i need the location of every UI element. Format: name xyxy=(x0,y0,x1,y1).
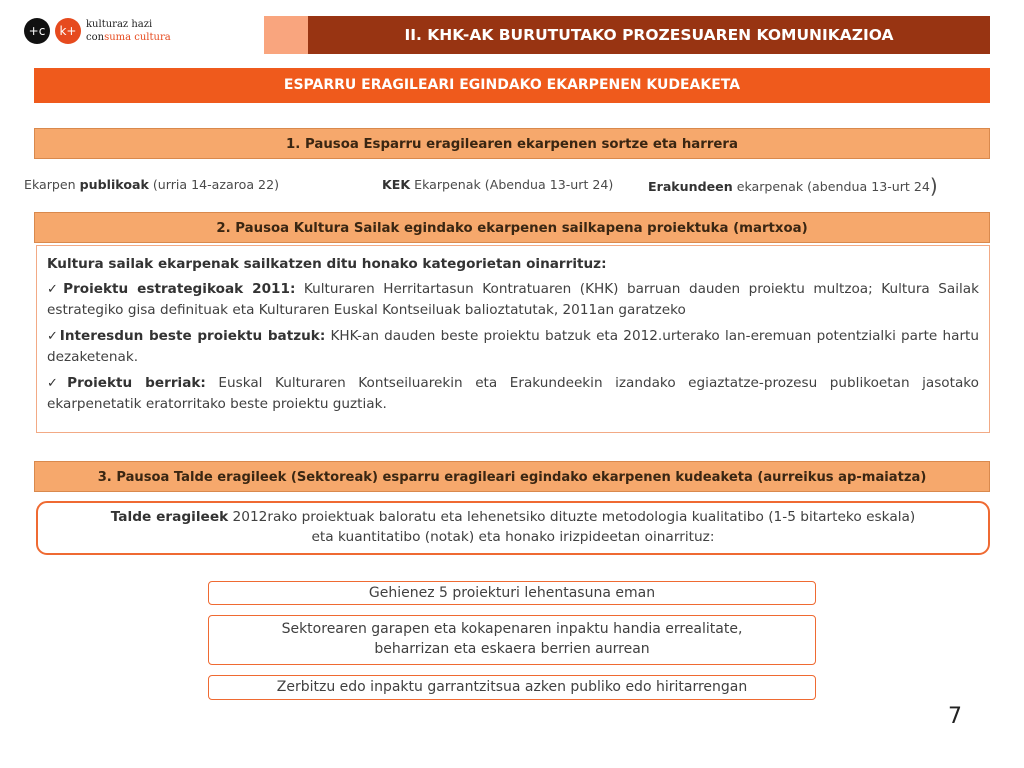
criterion-line: Zerbitzu edo inpaktu garrantzitsua azken publiko edo hiritarrengan xyxy=(276,679,748,695)
category-label: Interesdun beste proiektu batzuk: xyxy=(59,327,326,344)
category-item xyxy=(47,326,979,368)
step-3-desc-text: 2012rako proiektuak baloratu eta lehenetsiko dituzte metodologia kualitatibo (1-5 bitarteko eskala) xyxy=(228,509,916,525)
category-text: Euskal Kulturaren Kontseiluarekin eta Erakundeekin izandako egiaztatze-prozesu publikoetan jasotako ekarpenetatik eratorritako beste proiektu guztiak. xyxy=(47,374,979,412)
tag-bold: publikoak xyxy=(79,177,149,192)
logo-line-2b: suma cultura xyxy=(104,32,171,43)
section-title: ESPARRU ERAGILEARI EGINDAKO EKARPENEN KUDEAKETA xyxy=(34,68,990,103)
tag-post: ekarpenak (abendua 13-urt 24 xyxy=(732,179,930,194)
logo-line-1: kulturaz hazi xyxy=(86,19,153,30)
criterion-line: beharrizan eta eskaera berrien aurrean xyxy=(374,641,650,657)
category-item xyxy=(47,373,979,415)
step-3-desc-line-2: eta kuantitatibo (notak) eta honako irizpideetan oinarrituz: xyxy=(311,529,715,545)
category-text: Kulturaren Herritartasun Kontratuaren (KHK) barruan dauden proiektu multzoa; Kultura Sailak estrategiko gisa definituak eta Kulturaren Euskal Kontseiluak balioztatutak, 2011an garatzeko xyxy=(47,280,979,318)
header-bar xyxy=(264,16,990,54)
step-2-content xyxy=(36,245,990,433)
category-label: Proiektu estrategikoak 2011: xyxy=(63,280,296,297)
criterion-line: Sektorearen garapen eta kokapenaren inpaktu handia errealitate, xyxy=(281,621,743,637)
criterion-item xyxy=(208,675,816,700)
step-3-title: 3. Pausoa Talde eragileek (Sektoreak) esparru eragileari egindako ekarpenen kudeaketa (aurreikus ap-maiatza) xyxy=(34,461,990,492)
logo-line-2a: con xyxy=(86,32,105,43)
category-item xyxy=(47,279,979,321)
criterion-item xyxy=(208,581,816,605)
check-icon: ✓ xyxy=(47,375,67,391)
step-1-tag-kek xyxy=(382,177,613,192)
logo-line-2 xyxy=(86,32,171,43)
criterion-item xyxy=(208,615,816,665)
step-3-desc-bold: Talde eragileek xyxy=(110,509,229,525)
step-2-title: 2. Pausoa Kultura Sailak egindako ekarpenen sailkapena proiektuka (martxoa) xyxy=(34,212,990,243)
tag-bold: KEK xyxy=(382,177,411,192)
step-2-intro: Kultura sailak ekarpenak sailkatzen ditu honako kategorietan oinarrituz: xyxy=(47,256,607,272)
tag-bold: Erakundeen xyxy=(648,179,733,194)
logo-right-symbol: k+ xyxy=(55,18,81,44)
check-icon: ✓ xyxy=(47,328,59,344)
step-1-tag-public xyxy=(24,177,279,192)
category-label: Proiektu berriak: xyxy=(67,374,206,391)
check-icon: ✓ xyxy=(47,281,63,297)
tag-tail: ) xyxy=(929,174,938,198)
logo xyxy=(24,16,184,48)
criterion-line: Gehienez 5 proiekturi lehentasuna eman xyxy=(368,585,656,601)
tag-post: (urria 14-azaroa 22) xyxy=(148,177,279,192)
logo-left-symbol: +c xyxy=(24,18,50,44)
category-text: KHK-an dauden beste proiektu batzuk eta 2012.urterako lan-eremuan potentzialki parte hartu dezaketenak. xyxy=(47,327,979,365)
step-3-desc-line-1 xyxy=(38,507,988,527)
page-number: 7 xyxy=(948,704,962,729)
tag-pre: Ekarpen xyxy=(24,177,80,192)
page-title: II. KHK-AK BURUTUTAKO PROZESUAREN KOMUNIKAZIOA xyxy=(308,16,990,54)
tag-post: Ekarpenak (Abendua 13-urt 24) xyxy=(410,177,614,192)
step-1-title: 1. Pausoa Esparru eragilearen ekarpenen sortze eta harrera xyxy=(34,128,990,159)
step-3-description xyxy=(36,501,990,555)
step-1-tag-institutions xyxy=(648,174,938,198)
